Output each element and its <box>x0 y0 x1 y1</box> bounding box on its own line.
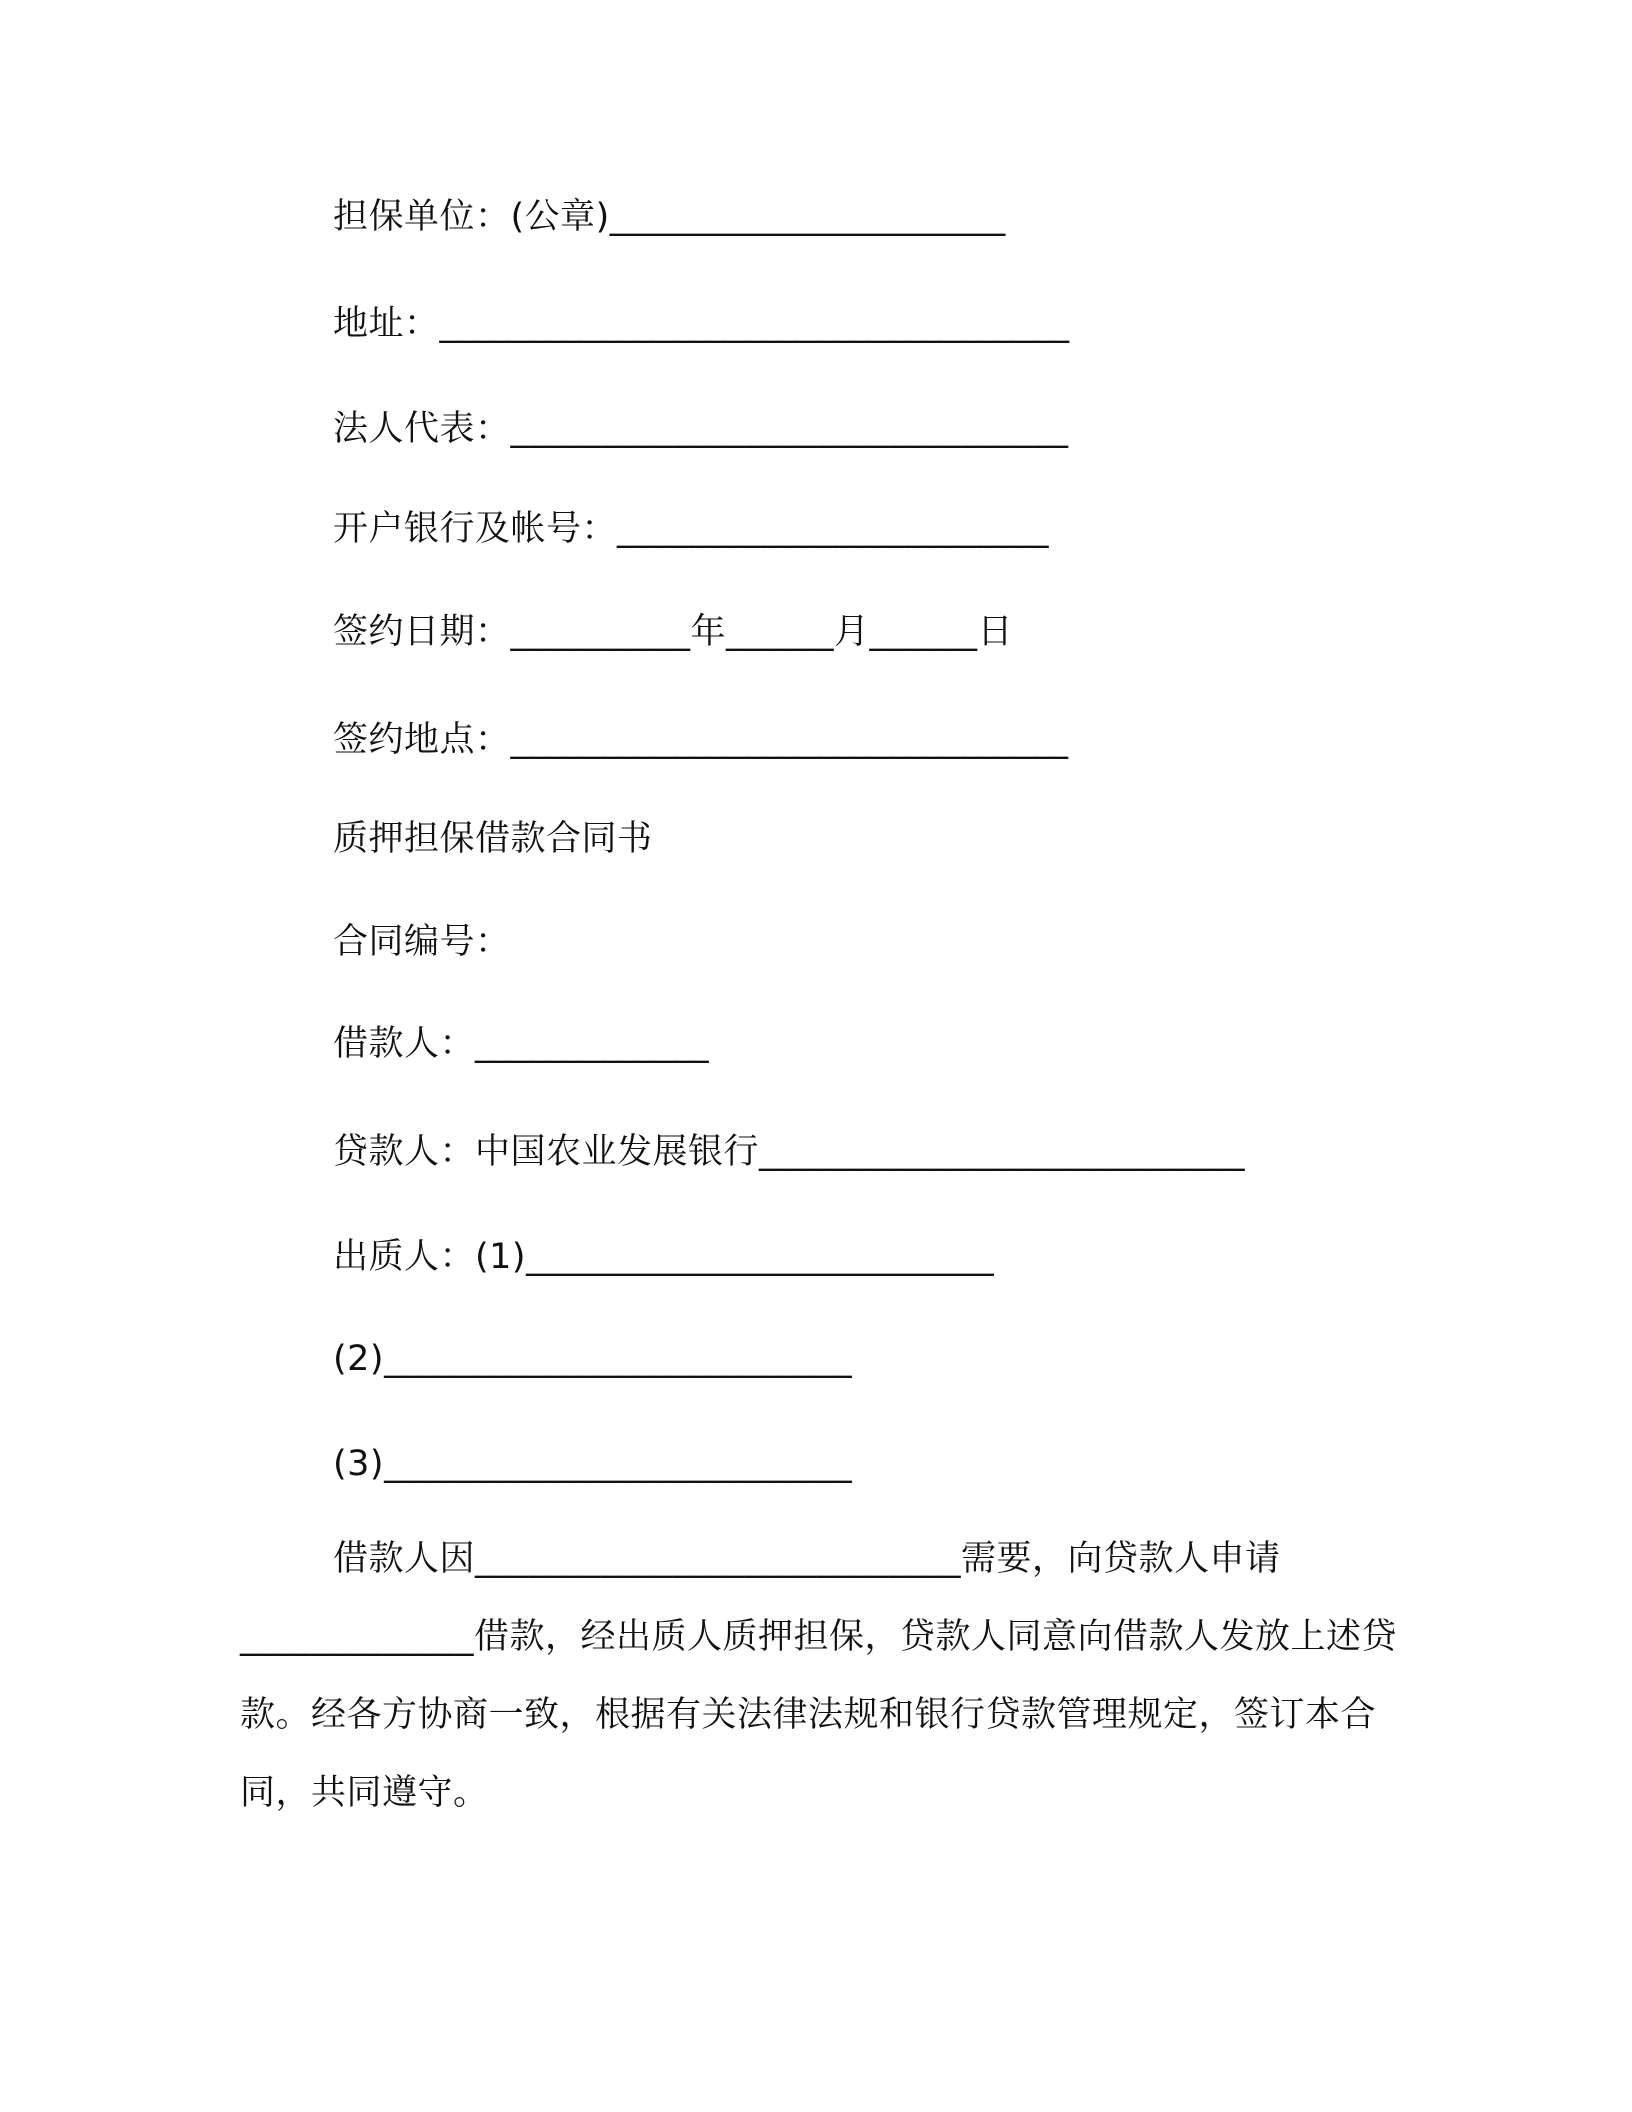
address-line: 地址：___________________________________ <box>333 304 1070 344</box>
borrower-line: 借款人：_____________ <box>333 1024 710 1064</box>
contract-number-line: 合同编号： <box>333 922 511 962</box>
pledgor-1-line: 出质人：(1)__________________________ <box>333 1237 995 1277</box>
bank-account-line: 开户银行及帐号：________________________ <box>333 509 1050 549</box>
signing-place-line: 签约地点：_______________________________ <box>333 720 1069 760</box>
pledgor-3-line: (3)__________________________ <box>333 1444 853 1484</box>
preamble-text: 借款人因___________________________需要，向贷款人申请_____________借款，经出质人质押担保，贷款人同意向借款人发放上述贷款。经各方协商一致，根据有关法律法规和银行贷款管理规定，签订本合同，共同遵守。 <box>240 1539 1398 1813</box>
signing-date-line: 签约日期：__________年______月______日 <box>333 612 1014 652</box>
guarantor-unit-line: 担保单位：(公章)______________________ <box>333 197 1006 237</box>
contract-title: 质押担保借款合同书 <box>333 819 653 859</box>
lender-line: 贷款人：中国农业发展银行___________________________ <box>333 1132 1246 1172</box>
contract-preamble-paragraph <box>240 1520 1400 1832</box>
legal-representative-line: 法人代表：_______________________________ <box>333 409 1069 449</box>
pledgor-2-line: (2)__________________________ <box>333 1339 853 1379</box>
